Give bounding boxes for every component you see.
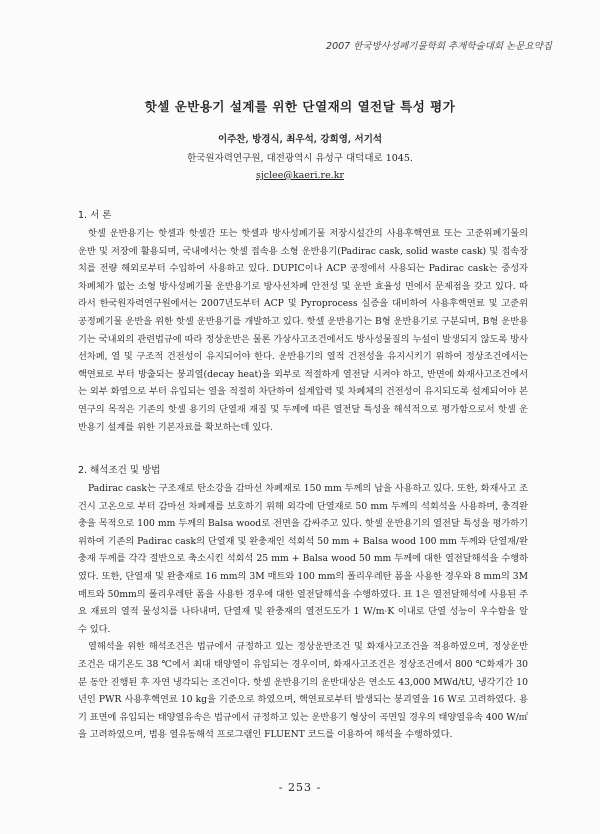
section-heading: 2. 해석조건 및 방법 — [78, 465, 161, 476]
page-number: - 253 - — [278, 781, 322, 794]
author-email: sjclee@kaeri.re.kr — [255, 170, 345, 181]
section-paragraph: 열해석을 위한 해석조건은 법규에서 규정하고 있는 정상운반조건 및 화재사고조건을 적용하였으며, 정상운반조건은 대기온도 38 ℃에서 최대 태양열이 유입되는 경우이며, 화재사고조건은 정상조건에서 800 ℃화재가 30분 동안 진행된 후 자연 냉각되는 조건이다. 핫셀 운반용기의 운반대상은 연소도 43,000 MWd/tU, 냉각기간 10년인 PWR 사용후핵연료 10 kg을 기준으로 하였으며, 핵연료로부터 발생되는 붕괴열을 16 W로 고려하였다. 용기 표면에 유입되는 태양열유속은 법규에서 규정하고 있는 운반용기 형상이 곡면일 경우의 태양열유속 400 W/㎡을 고려하였으며, 범용 열유동해석 프로그램인 FLUENT 코드를 이용하여 해석을 수행하였다. — [78, 641, 528, 741]
section-method — [78, 462, 528, 744]
section-heading: 1. 서 론 — [78, 210, 112, 221]
affiliation: 한국원자력연구원, 대전광역시 유성구 대덕대로 1045. — [187, 153, 413, 164]
author-list: 이주찬, 방경식, 최우석, 강희영, 서기석 — [217, 134, 383, 145]
section-paragraph: Padirac cask는 구조재로 탄소강을 감마선 차폐재로 150 mm 두께의 납을 사용하고 있다. 또한, 화재사고 조건시 고온으로 부터 감마선 차폐재를 보호하기 위해 외각에 단열재로 50 mm 두께의 석회석을 사용하며, 충격완충을 목적으로 100 mm 두께의 Balsa wood로 전면을 감싸주고 있다. 핫셀 운반용기의 열전달 특성을 평가하기 위하여 기존의 Padirac cask의 단열재 및 완충재인 석회석 50 mm + Balsa wood 100 mm 두께와 단열재/완충재 두께를 각각 절반으로 축소시킨 석회석 25 mm + Balsa wood 50 mm 두께에 대한 열전달해석을 수행하였다. 또한, 단열재 및 완충재로 16 mm의 3M 매트와 100 mm의 폴리우레탄 폼을 사용한 경우와 8 mm의 3M 매트와 50mm의 폴리우레탄 폼을 사용한 경우에 대한 열전달해석을 수행하였다. 표 1은 열전달해석에 사용된 주요 재료의 열적 물성치를 나타내며, 단열재 및 완충재의 열전도도가 1 W/m·K 이내로 단열 성능이 우수함을 알 수 있다. — [78, 483, 528, 635]
section-paragraph: 핫셀 운반용기는 핫셀과 핫셀간 또는 핫셀과 방사성폐기물 저장시설간의 사용후핵연료 또는 고준위폐기물의 운반 및 저장에 활용되며, 국내에서는 핫셀 접속용 소형 운반용기(Padirac cask, solid waste cask) 및 접속장치를 전량 해외로부터 수입하여 사용하고 있다. DUPIC이나 ACP 공정에서 사용되는 Padirac cask는 중성자 차폐체가 없는 소형 방사성폐기물 운반용기로 방사선차폐 안전성 및 운반 효율성 면에서 문제점을 갖고 있다. 따라서 한국원자력연구원에서는 2007년도부터 ACP 및 Pyroprocess 실증을 대비하여 사용후핵연료 및 고준위 공정폐기물 운반을 위한 핫셀 운반용기를 개발하고 있다. 핫셀 운반용기는 B형 운반용기로 구분되며, B형 운반용기는 국내외의 관련법규에 따라 정상운반은 물론 가상사고조건에서도 방사성물질의 누설이 발생되지 않도록 방사선차폐, 열 및 구조적 건전성이 유지되어야 한다. 운반용기의 열적 건전성을 유지시키기 위하여 정상조건에서는 핵연료로 부터 방출되는 붕괴열(decay heat)을 외부로 적절하게 열전달 시켜야 하고, 반면에 화재사고조건에서는 외부 화염으로 부터 유입되는 열을 적절히 차단하여 설계압력 및 차폐체의 건전성이 유지되도록 설계되어야 본 연구의 목적은 기존의 핫셀 용기의 단열재 재질 및 두께에 따른 열전달 특성을 해석적으로 평가함으로서 핫셀 운반용기 설계를 위한 기본자료를 확보하는데 있다. — [78, 228, 528, 433]
section-introduction — [78, 207, 528, 436]
conference-header: 2007 한국방사성폐기물학회 추계학술대회 논문요약집 — [326, 41, 552, 52]
paper-title: 핫셀 운반용기 설계를 위한 단열재의 열전달 특성 평가 — [144, 99, 456, 114]
